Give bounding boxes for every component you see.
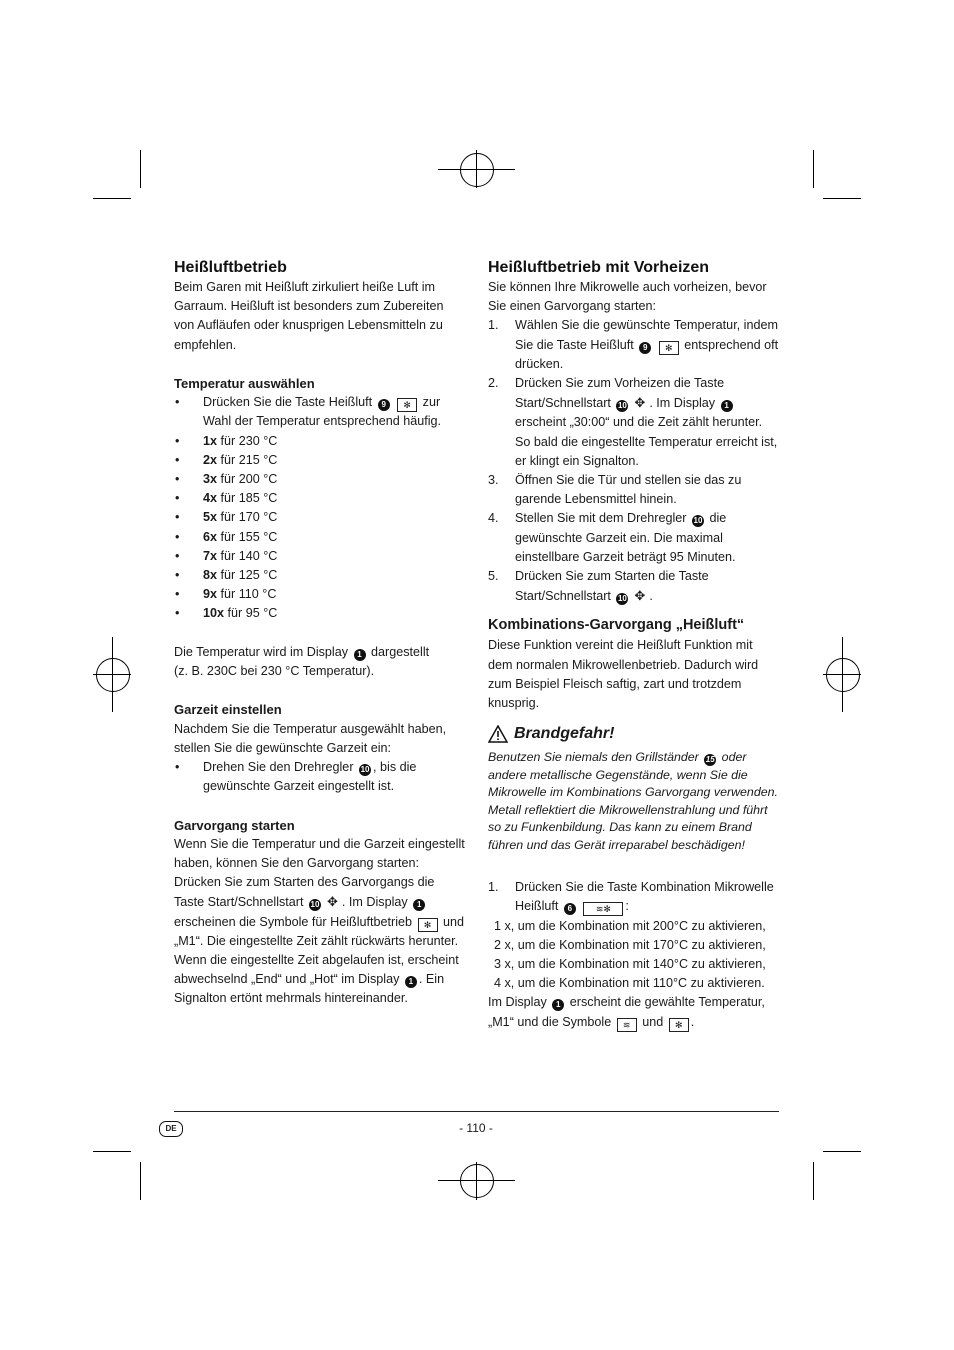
start-text: Wenn Sie die Temperatur und die Garzeit eingestellt haben, können Sie den Garvorgang starten: bbox=[174, 836, 465, 871]
combo-line: 3 x, um die Kombination mit 140°C zu aktivieren, bbox=[494, 957, 766, 972]
final-text: Im Display 1 erscheint die gewählte Temperatur, „M1“ und die Symbole ≋ und ✻ . bbox=[488, 995, 765, 1030]
fan-icon: ✻ bbox=[669, 1018, 689, 1032]
start-icon: ✥ bbox=[634, 395, 646, 411]
crop-mark bbox=[140, 1162, 141, 1200]
combo-heading: Kombinations-Garvorgang „Heißluft“ bbox=[488, 617, 745, 634]
time-text: Nachdem Sie die Temperatur ausgewählt haben, stellen Sie die gewünschte Garzeit ein: bbox=[174, 721, 447, 755]
badge-9: 9 bbox=[378, 399, 390, 411]
language-badge: DE bbox=[159, 1121, 183, 1137]
crop-mark bbox=[813, 1162, 814, 1200]
warning-text: Benutzen Sie niemals den Grillständer 15 oder andere metallische Gegenstände, wenn Sie die Mikrowelle im Kombinations Garvorgang verwenden. Metall reflektiert die Mikrowellenstrahlung und führt so zu Funkenbildung. Das kann zu einem Brand führen und das Gerät irreparabel beschädigen! bbox=[488, 750, 778, 852]
list-item: • 1x für 230 °C bbox=[175, 433, 278, 448]
badge-9: 9 bbox=[639, 342, 651, 354]
right-column bbox=[488, 258, 780, 1032]
combo-line: 1 x, um die Kombination mit 200°C zu aktivieren, bbox=[494, 918, 766, 933]
badge-15: 15 bbox=[705, 755, 715, 765]
warning-heading: Brandgefahr! bbox=[488, 723, 780, 745]
start-icon: ✥ bbox=[634, 588, 646, 604]
intro-text: Sie können Ihre Mikrowelle auch vorheizen, bevor Sie einen Garvorgang starten: bbox=[488, 280, 767, 314]
fan-icon: ✻ bbox=[418, 918, 438, 932]
step-item: 3. Öffnen Sie die Tür und stellen sie das zu garende Lebensmittel hinein. bbox=[488, 473, 742, 507]
intro-text: Beim Garen mit Heißluft zirkuliert heiße Luft im Garraum. Heißluft ist besonders zum Zubereiten von Aufläufen oder knusprigen Lebensmitteln zu empfehlen. bbox=[174, 280, 444, 352]
step-item: 2. Drücken Sie zum Vorheizen die Taste Start/Schnellstart 10 ✥ . Im Display 1 erscheint „30:00“ und die Zeit zählt herunter. So bald die eingestellte Temperatur erreicht ist, er klingt ein Signalton. bbox=[488, 376, 778, 468]
fan-icon: ✻ bbox=[397, 398, 417, 412]
list-item: • 3x für 200 °C bbox=[175, 472, 278, 487]
warning-triangle-icon bbox=[488, 725, 508, 743]
microwave-wave-fan-icon: ≋✻ bbox=[583, 902, 623, 916]
combo-line: 2 x, um die Kombination mit 170°C zu aktivieren, bbox=[494, 937, 766, 952]
registration-circle bbox=[460, 1164, 494, 1198]
crop-mark bbox=[823, 198, 861, 199]
registration-circle bbox=[96, 658, 130, 692]
list-item: • 2x für 215 °C bbox=[175, 452, 278, 467]
badge-10: 10 bbox=[360, 765, 370, 775]
start-icon: ✥ bbox=[327, 894, 338, 910]
step-item: 1. Wählen Sie die gewünschte Temperatur, indem Sie die Taste Heißluft 9 ✻ entsprechend oft drücken. bbox=[488, 318, 779, 371]
badge-10: 10 bbox=[617, 594, 627, 604]
badge-1: 1 bbox=[413, 899, 425, 911]
combo-line: 4 x, um die Kombination mit 110°C zu aktivieren. bbox=[494, 976, 765, 991]
badge-1: 1 bbox=[405, 976, 417, 988]
badge-1: 1 bbox=[721, 400, 733, 412]
step-item: 4. Stellen Sie mit dem Drehregler 10 die gewünschte Garzeit ein. Die maximal einstellbare Garzeit beträgt 95 Minuten. bbox=[488, 511, 736, 564]
crop-mark bbox=[823, 1151, 861, 1152]
badge-1: 1 bbox=[552, 999, 564, 1011]
microwave-wave-icon: ≋ bbox=[617, 1018, 637, 1032]
fan-icon: ✻ bbox=[659, 341, 679, 355]
list-item: • Drücken Sie die Taste Heißluft 9 ✻ zur Wahl der Temperatur entsprechend häufig. bbox=[175, 395, 442, 429]
list-item: • 9x für 110 °C bbox=[175, 587, 277, 602]
page-number: - 110 - bbox=[459, 1121, 493, 1135]
list-item: • 5x für 170 °C bbox=[175, 510, 278, 525]
badge-10: 10 bbox=[693, 516, 703, 526]
left-column bbox=[174, 258, 466, 1009]
list-item: • 8x für 125 °C bbox=[175, 568, 278, 583]
start-instructions: Drücken Sie zum Starten des Garvorgangs die Taste Start/Schnellstart 10 ✥ . Im Display 1 erscheinen die Symbole für Heißluftbetrieb ✻ und „M1“. Die eingestellte Zeit zählt rückwärts herunter. Wenn die eingestellte Zeit abgelaufen ist, erscheint abwechselnd „End“ und „Hot“ im Display 1 . Ein Signalton ertönt mehrmals hintereinander. bbox=[174, 875, 465, 1006]
section-title: Heißluftbetrieb bbox=[174, 259, 287, 276]
temperature-heading: Temperatur auswählen bbox=[174, 376, 315, 391]
step-item: 1. Drücken Sie die Taste Kombination Mikrowelle Heißluft 6 ≋✻ : bbox=[488, 880, 774, 915]
crop-mark bbox=[93, 198, 131, 199]
combo-text: Diese Funktion vereint die Heißluft Funktion mit dem normalen Mikrowellenbetrieb. Dadurch wird zum Beispiel Fleisch saftig, zart und trotzdem knusprig. bbox=[488, 638, 759, 711]
crop-mark bbox=[93, 1151, 131, 1152]
badge-1: 1 bbox=[354, 649, 366, 661]
registration-circle bbox=[826, 658, 860, 692]
display-note: Die Temperatur wird im Display 1 dargestellt (z. B. 230C bei 230 °C Temperatur). bbox=[174, 644, 430, 679]
badge-10: 10 bbox=[310, 900, 320, 910]
badge-10: 10 bbox=[617, 401, 627, 411]
list-item: • 6x für 155 °C bbox=[175, 529, 278, 544]
section-title: Heißluftbetrieb mit Vorheizen bbox=[488, 259, 710, 276]
footer-divider bbox=[174, 1111, 779, 1112]
registration-circle bbox=[460, 153, 494, 187]
start-heading: Garvorgang starten bbox=[174, 817, 295, 833]
step-item: 5. Drücken Sie zum Starten die Taste Start/Schnellstart 10 ✥ . bbox=[488, 567, 780, 606]
badge-6: 6 bbox=[564, 903, 576, 915]
list-item: • Drehen Sie den Drehregler 10 , bis die gewünschte Garzeit eingestellt ist. bbox=[175, 760, 417, 794]
time-heading: Garzeit einstellen bbox=[174, 702, 282, 718]
list-item: • 10x für 95 °C bbox=[175, 606, 278, 621]
crop-mark bbox=[140, 150, 141, 188]
list-item: • 7x für 140 °C bbox=[175, 548, 278, 563]
crop-mark bbox=[813, 150, 814, 188]
list-item: • 4x für 185 °C bbox=[175, 491, 278, 506]
